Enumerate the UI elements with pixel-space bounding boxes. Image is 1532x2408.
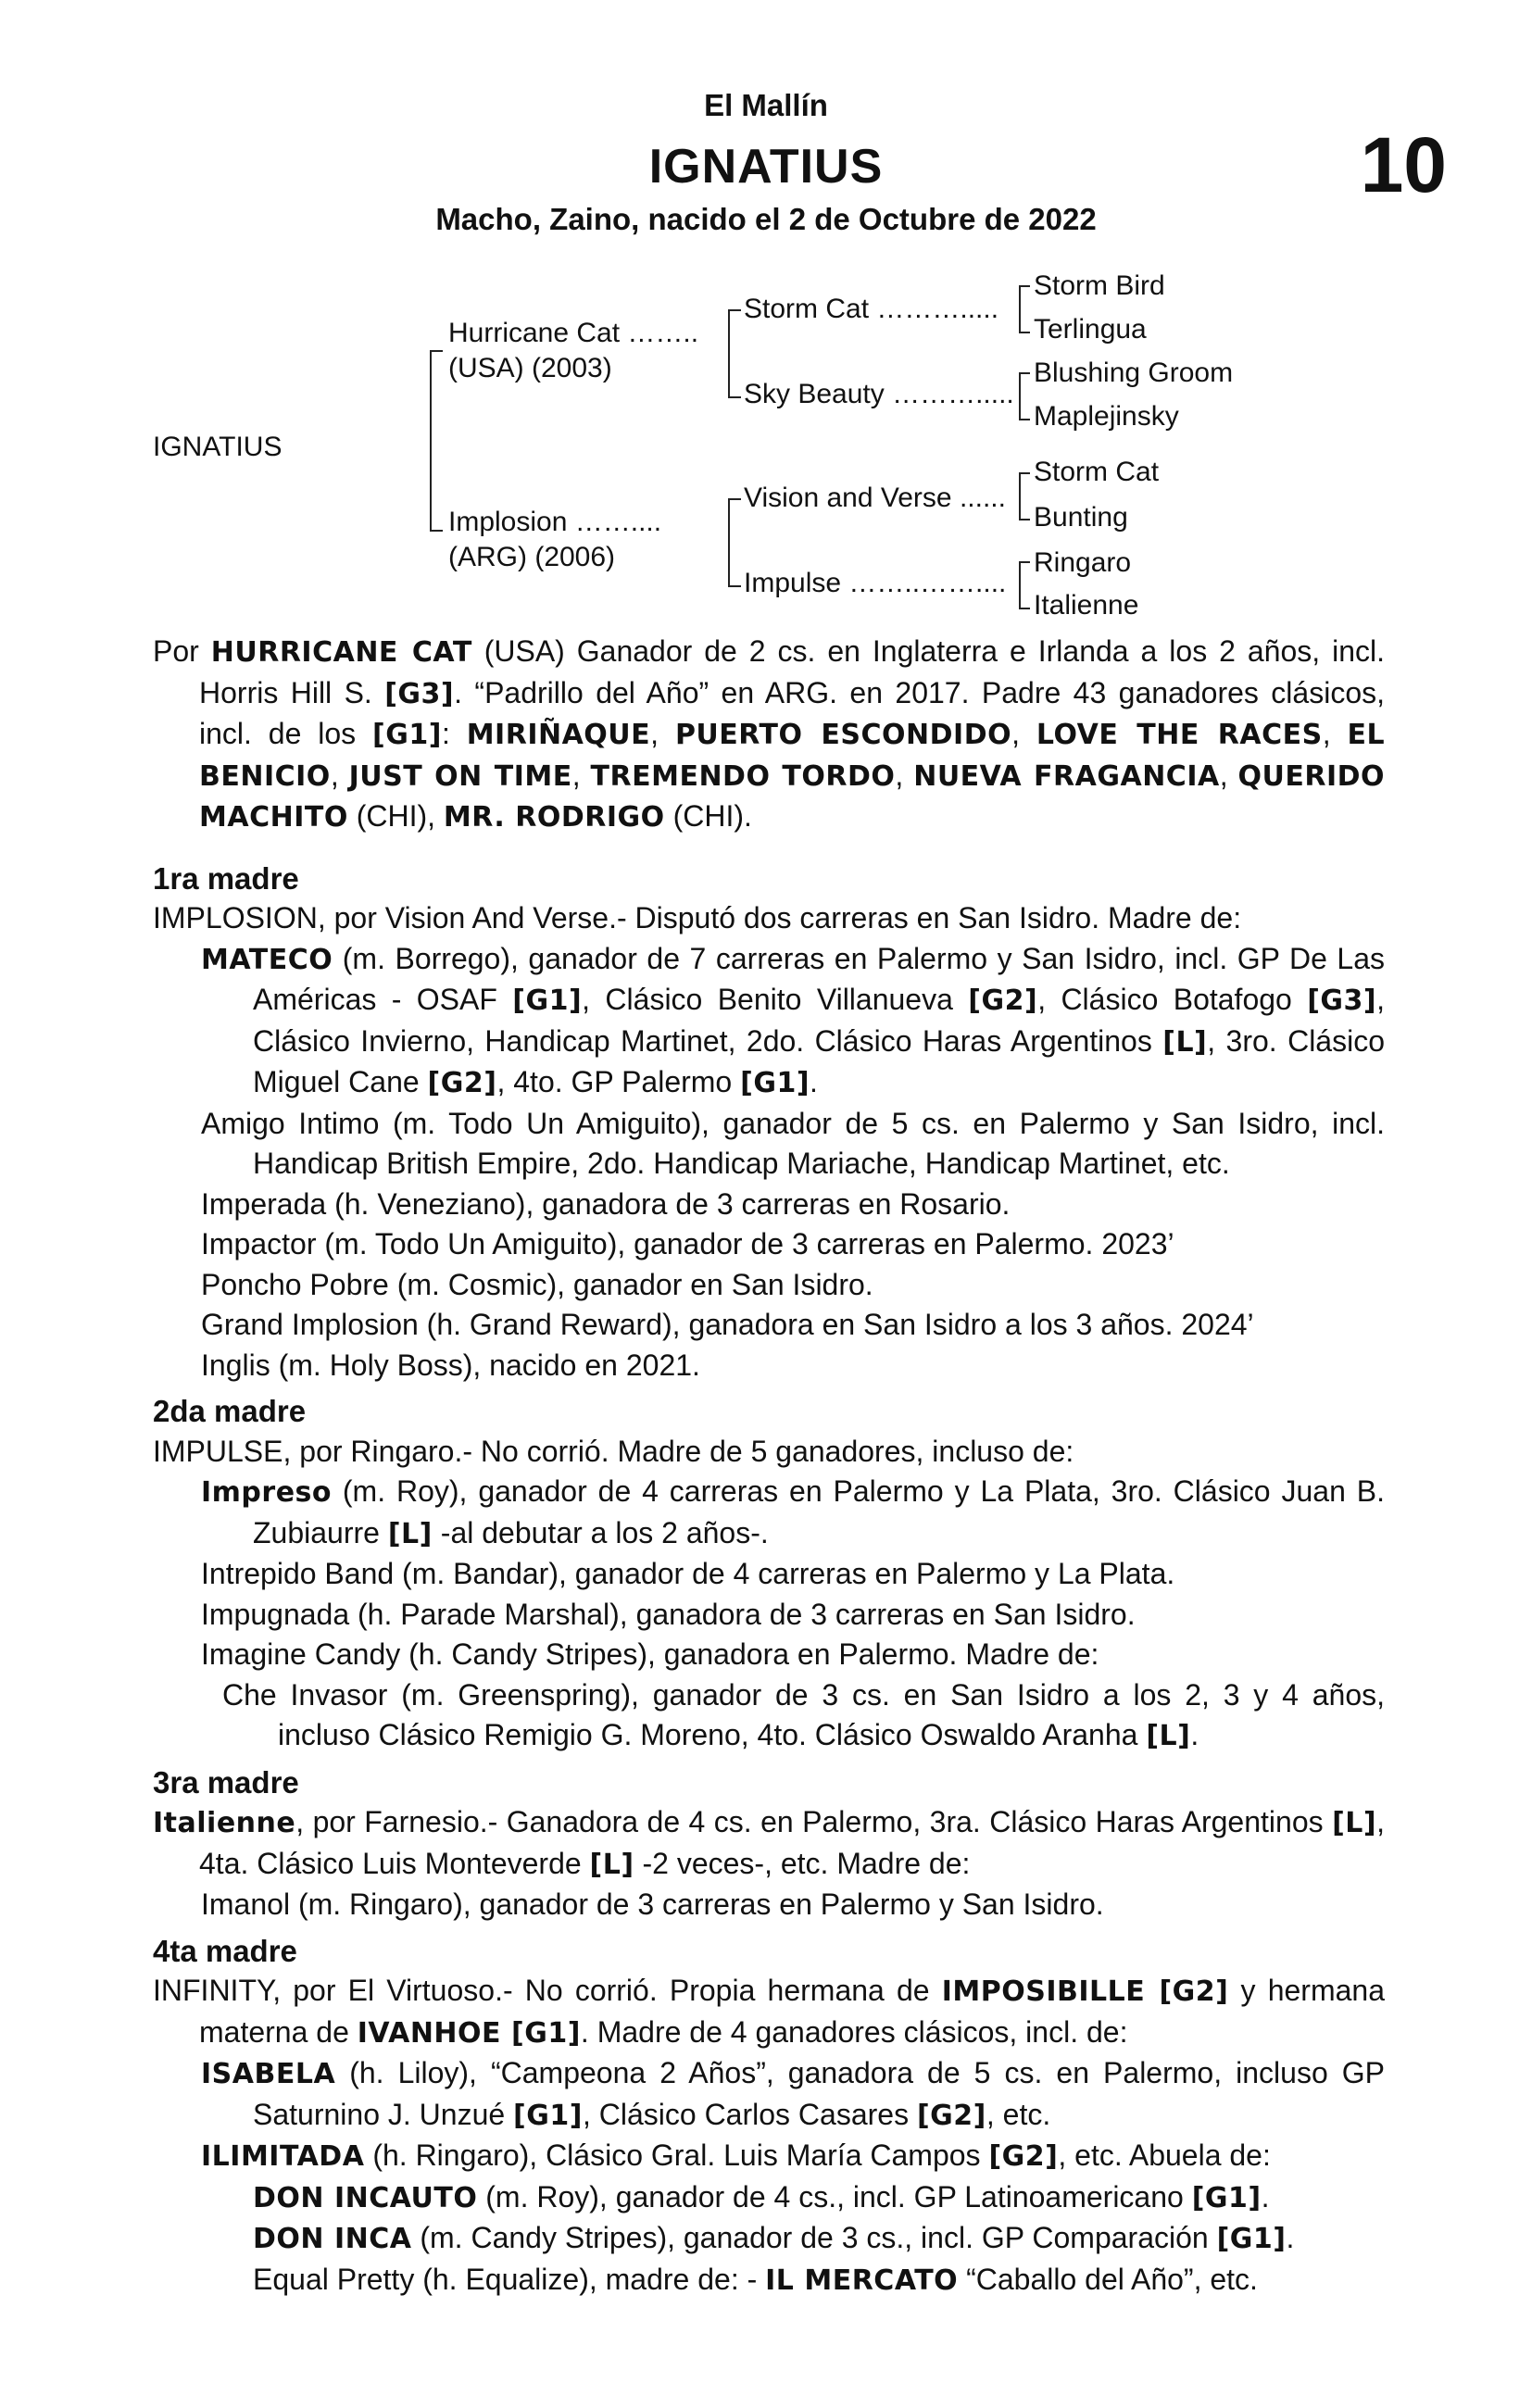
pedigree-ringaro: Ringaro [1034,547,1132,578]
grade-badge: [L] [1162,1025,1208,1059]
text: , por Farnesio.- Ganadora de 4 cs. en Palermo, 3ra. Clásico Haras Argentinos [295,1805,1333,1838]
text: . [810,1065,818,1098]
produce-entry: Imagine Candy (h. Candy Stripes), ganadora en Palermo. Madre de: [201,1637,1099,1671]
pedigree-bunting: Bunting [1034,502,1128,533]
farm-name: El Mallín [704,88,828,122]
grandproduce-entry [153,2177,1385,2219]
produce-name: DON INCA [253,2223,412,2255]
produce-name: IL MERCATO [765,2264,959,2297]
horse-name: IGNATIUS [648,140,884,194]
offspring-name: NUEVA FRAGANCIA [913,759,1220,793]
text: y hermana materna de [199,1974,1385,2049]
text: , Clásico Invierno, Handicap Martinet, 2do. Clásico Haras Argentinos [253,983,1386,1058]
text: “Caballo del Año”, etc. [958,2262,1258,2296]
catalogue-body [153,632,1385,2301]
text: Equal Pretty (h. Equalize), madre de: - [253,2262,766,2296]
bracket-dam [728,498,741,587]
produce-entry: Impactor (m. Todo Un Amiguito), ganador de 3 carreras en Palermo. 2023’ [201,1227,1174,1260]
sire-paragraph: Por HURRICANE CAT (USA) Ganador de 2 cs. en Inglaterra e Irlanda a los 2 años, incl. Horris Hill S. [G3]. “Padrillo del Año” en ARG. en 2017. Padre 43 ganadores clásicos, incl. de los [G1]: MIRIÑAQUE, PUERTO ESCONDIDO, LOVE THE RACES, EL BENICIO, JUST ON TIME, TREMENDO TORDO, NUEVA FRAGANCIA, QUERIDO MACHITO (CHI), MR. RODRIGO (CHI). [153,634,1386,834]
text: -al debutar a los 2 años-. [432,1515,769,1549]
pedigree-dam-dam: Impulse ……..…….... [744,568,1007,598]
pedigree-sire-dam: Sky Beauty ………..... [744,379,1014,409]
pedigree-sire-sire: Storm Cat ………..... [744,294,999,324]
grade-badge: [L] [1332,1807,1377,1839]
offspring-name: MR. RODRIGO [443,801,665,834]
grade-badge: [L] [387,1517,433,1550]
section-heading: 3ra madre [153,1764,299,1800]
dam2-intro: IMPULSE, por Ringaro.- No corrió. Madre de 5 ganadores, incluso de: [153,1434,1074,1468]
text: Por [153,634,211,668]
grandproduce-entry [153,2260,1385,2301]
text: , etc. [986,2097,1051,2131]
grade-badge: [G2] [968,985,1038,1017]
offspring-name: JUST ON TIME [348,759,572,793]
produce-entry: Intrepido Band (m. Bandar), ganador de 4 carreras en Palermo y La Plata. [201,1557,1175,1590]
text: , etc. Abuela de: [1058,2138,1271,2172]
offspring-name: TREMENDO TORDO [590,759,896,793]
text: (USA) Ganador de 2 cs. en Inglaterra e Irlanda a los 2 años, incl. Horris Hill S. [199,634,1386,709]
produce-name: DON INCAUTO [253,2181,478,2214]
grandproduce-entry [153,2218,1385,2260]
text: Che Invasor (m. Greenspring), ganador de 3 cs. en San Isidro a los 2, 3 y 4 años, incluso Clásico Remigio G. Moreno, 4to. Clásico Oswaldo Aranha [222,1677,1385,1751]
text: , 4to. GP Palermo [496,1065,741,1098]
pedigree-blushing-groom: Blushing Groom [1034,357,1234,388]
offspring-name: PUERTO ESCONDIDO [674,719,1012,751]
pedigree-maplejinsky: Maplejinsky [1034,401,1179,432]
grade-badge: [G1] [740,1067,810,1099]
grade-badge: [G3] [1307,985,1377,1017]
text: : [441,717,467,750]
grade-badge: [G1] [1191,2181,1262,2214]
grade-badge: [G1] [1216,2223,1287,2255]
pedigree-storm-bird: Storm Bird [1034,270,1165,301]
dam-name: Italienne [153,1807,296,1839]
grandproduce-entry [153,1675,1385,1757]
produce-entry: Poncho Pobre (m. Cosmic), ganador en San Isidro. [201,1267,873,1301]
bracket-g2 [1019,372,1030,420]
relative-name: IMPOSIBILLE [G2] [941,1975,1229,2008]
pedigree-terlingua: Terlingua [1034,314,1147,345]
text: . “Padrillo del Año” en ARG. en 2017. Padre 43 ganadores clásicos, incl. de los [199,675,1386,750]
produce-entry [153,2053,1385,2136]
text: (h. Ringaro), Clásico Gral. Luis María Campos [364,2138,989,2172]
grade-badge: [G2] [427,1067,497,1099]
grade-badge: [G1] [512,985,583,1017]
text: (m. Roy), ganador de 4 carreras en Palermo y La Plata, 3ro. Clásico Juan B. Zubiaurre [253,1474,1385,1549]
dam3-intro [153,1802,1385,1885]
grade-badge: [L] [1146,1720,1191,1752]
produce-name: ILIMITADA [201,2140,365,2173]
text: (m. Borrego), ganador de 7 carreras en Palermo y San Isidro, incl. GP De Las Américas - OSAF [253,941,1385,1016]
section-heading: 2da madre [153,1394,307,1428]
text: . [1190,1718,1199,1751]
grade-badge: [G1] [372,719,442,751]
grade-badge: [G3] [384,677,455,710]
grade-badge: [L] [589,1848,634,1881]
section-heading: 4ta madre [153,1933,297,1968]
text: (h. Liloy), “Campeona 2 Años”, ganadora de 5 cs. en Palermo, incluso GP Saturnino J. Unzué [253,2056,1385,2131]
section-heading: 1ra madre [153,860,299,896]
pedigree-sire: Hurricane Cat …….. [448,318,699,348]
lot-number: 10 [1360,121,1447,208]
grade-badge: [G2] [988,2140,1059,2173]
produce-entry: Impugnada (h. Parade Marshal), ganadora de 3 carreras en San Isidro. [201,1597,1136,1631]
offspring-name: EL BENICIO [199,719,1386,793]
produce-entry [153,1472,1385,1554]
bracket-g1 [1019,285,1030,333]
bracket-g3 [1019,472,1030,520]
dam1-intro: IMPLOSION, por Vision And Verse.- Disputó dos carreras en San Isidro. Madre de: [153,901,1242,934]
produce-entry: Imanol (m. Ringaro), ganador de 3 carreras en Palermo y San Isidro. [201,1888,1104,1921]
pedigree-storm-cat: Storm Cat [1034,457,1160,487]
bracket-sire [728,309,741,398]
relative-name: IVANHOE [G1] [357,2016,581,2050]
text: , Clásico Benito Villanueva [582,983,969,1016]
produce-name: Impreso [201,1476,333,1509]
grade-badge: [G2] [916,2099,986,2132]
produce-entry: Imperada (h. Veneziano), ganadora de 3 carreras en Rosario. [201,1186,1011,1221]
offspring-name: MIRIÑAQUE [466,719,651,751]
produce-entry [153,2136,1385,2177]
pedigree-subject: IGNATIUS [153,432,283,462]
text: -2 veces-, etc. Madre de: [634,1846,971,1880]
produce-entry: Amigo Intimo (m. Todo Un Amiguito), ganador de 5 cs. en Palermo y San Isidro, incl. Handicap British Empire, 2do. Handicap Mariache, Handicap Martinet, etc. [201,1106,1385,1180]
dam4-intro [153,1971,1385,2053]
text: (CHI). [664,799,752,833]
text: , 4ta. Clásico Luis Monteverde [199,1805,1385,1880]
text: . [1286,2221,1295,2254]
grade-badge: [G1] [513,2099,583,2132]
produce-entry [153,939,1385,1104]
bracket-g4 [1019,561,1030,609]
bracket-gen1 [430,350,443,532]
horse-description: Macho, Zaino, nacido el 2 de Octubre de 2022 [435,202,1097,236]
text: (m. Candy Stripes), ganador de 3 cs., incl. GP Comparación [411,2221,1217,2254]
produce-name: MATECO [201,943,333,976]
offspring-name: QUERIDO MACHITO [199,759,1386,834]
pedigree-dam-origin: (ARG) (2006) [448,542,616,572]
pedigree-italienne: Italienne [1034,590,1139,621]
text: (CHI), [347,799,444,833]
text: INFINITY, por El Virtuoso.- No corrió. Propia hermana de [153,1974,942,2007]
produce-entry: Inglis (m. Holy Boss), nacido en 2021. [201,1348,700,1382]
text: (m. Roy), ganador de 4 cs., incl. GP Latinoamericano [477,2179,1192,2214]
pedigree-dam: Implosion …….... [448,507,662,537]
offspring-name: LOVE THE RACES [1036,719,1323,751]
pedigree-sire-origin: (USA) (2003) [448,353,612,383]
pedigree-dam-sire: Vision and Verse ...... [744,483,1006,513]
text: , Clásico Carlos Casares [582,2097,917,2131]
text: , 3ro. Clásico Miguel Cane [253,1023,1386,1098]
produce-entry: Grand Implosion (h. Grand Reward), ganadora en San Isidro a los 3 años. 2024’ [201,1308,1254,1341]
text: . Madre de 4 ganadores clásicos, incl. de: [580,2014,1128,2049]
produce-name: ISABELA [201,2058,336,2090]
sire-name: HURRICANE CAT [210,636,472,669]
text: . [1261,2179,1270,2214]
text: , Clásico Botafogo [1037,983,1308,1016]
